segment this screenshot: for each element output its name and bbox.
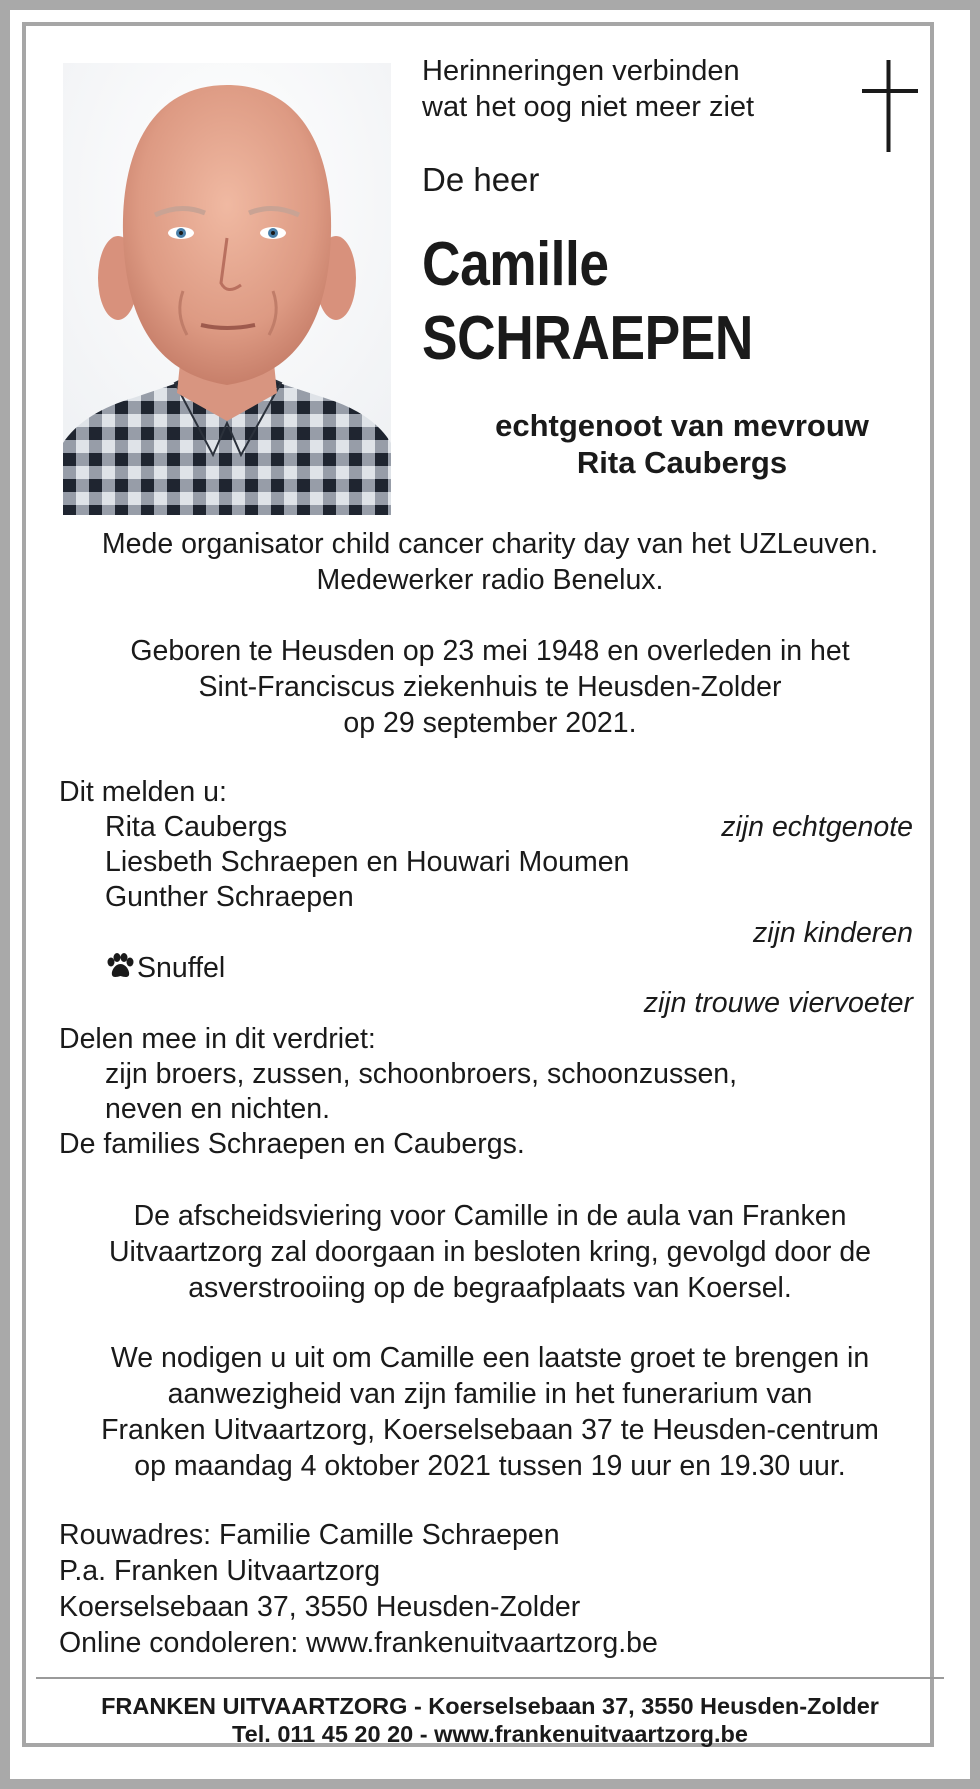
- birth-death-line: Geboren te Heusden op 23 mei 1948 en overleden in het: [130, 635, 850, 667]
- visitation-line: We nodigen u uit om Camille een laatste groet te brengen in: [110, 1342, 870, 1374]
- visitation-line: op maandag 4 oktober 2021 tussen 19 uur en 19.30 uur.: [134, 1450, 846, 1482]
- deceased-name: [422, 228, 753, 376]
- ceremony-line: De afscheidsviering voor Camille in de aula van Franken: [133, 1200, 847, 1232]
- last-name: SCHRAEPEN: [422, 304, 753, 373]
- bio-line: Mede organisator child cancer charity day van het UZLeuven.: [101, 528, 879, 560]
- spouse-role: zijn echtgenote: [721, 811, 913, 843]
- quote-line: wat het oog niet meer ziet: [422, 91, 755, 123]
- pet-role: zijn trouwe viervoeter: [643, 987, 913, 1019]
- share-heading: Delen mee in dit verdriet:: [59, 1023, 376, 1055]
- ceremony-line: Uitvaartzorg zal doorgaan in besloten kring, gevolgd door de: [108, 1236, 872, 1268]
- first-name: Camille: [422, 230, 609, 299]
- honorific: De heer: [422, 161, 540, 198]
- relatives-line: neven en nichten.: [105, 1093, 331, 1125]
- spouse-announcer: Rita Caubergs: [105, 811, 288, 843]
- address-line: P.a. Franken Uitvaartzorg: [59, 1555, 381, 1587]
- birth-death-line: op 29 september 2021.: [343, 707, 637, 739]
- relatives-line: zijn broers, zussen, schoonbroers, schoonzussen,: [105, 1058, 738, 1090]
- spouse-line: echtgenoot van mevrouw: [495, 408, 869, 443]
- ceremony-line: asverstrooiing op de begraafplaats van Koersel.: [188, 1272, 792, 1304]
- visitation-line: Franken Uitvaartzorg, Koerselsebaan 37 te Heusden-centrum: [101, 1414, 879, 1446]
- address-line: Koerselsebaan 37, 3550 Heusden-Zolder: [59, 1591, 581, 1623]
- cross-icon: [862, 60, 918, 152]
- footer-contact[interactable]: Tel. 011 45 20 20 - www.frankenuitvaartzorg.be: [232, 1721, 748, 1747]
- memorial-quote: [422, 53, 754, 125]
- announcers-heading: Dit melden u:: [59, 776, 227, 808]
- child-announcer: Liesbeth Schraepen en Houwari Moumen: [105, 846, 630, 878]
- funeral-home-footer: [30, 1692, 950, 1748]
- birth-death-line: Sint-Franciscus ziekenhuis te Heusden-Zolder: [198, 671, 782, 703]
- visitation-text: [30, 1340, 950, 1484]
- mourning-address: [59, 1517, 658, 1661]
- children-role: zijn kinderen: [752, 917, 913, 949]
- spouse-info: [422, 407, 942, 481]
- child-announcer: Gunther Schraepen: [105, 881, 354, 913]
- condolence-link[interactable]: Online condoleren: www.frankenuitvaartzorg.be: [59, 1627, 658, 1659]
- paw-icon: [105, 953, 135, 979]
- families-line: De families Schraepen en Caubergs.: [59, 1128, 525, 1160]
- pet-name: Snuffel: [137, 952, 226, 984]
- bio-text: [30, 526, 950, 598]
- portrait-photo: [63, 63, 391, 515]
- bio-line: Medewerker radio Benelux.: [316, 564, 664, 596]
- footer-line: FRANKEN UITVAARTZORG - Koerselsebaan 37, 3550 Heusden-Zolder: [101, 1693, 879, 1719]
- visitation-line: aanwezigheid van zijn familie in het funerarium van: [167, 1378, 813, 1410]
- quote-line: Herinneringen verbinden: [422, 55, 740, 87]
- ceremony-text: [30, 1198, 950, 1306]
- address-line: Rouwadres: Familie Camille Schraepen: [59, 1519, 560, 1551]
- birth-death-text: [30, 633, 950, 741]
- footer-divider: [36, 1677, 944, 1679]
- spouse-name: Rita Caubergs: [576, 445, 788, 480]
- pet-announcer: [105, 950, 225, 986]
